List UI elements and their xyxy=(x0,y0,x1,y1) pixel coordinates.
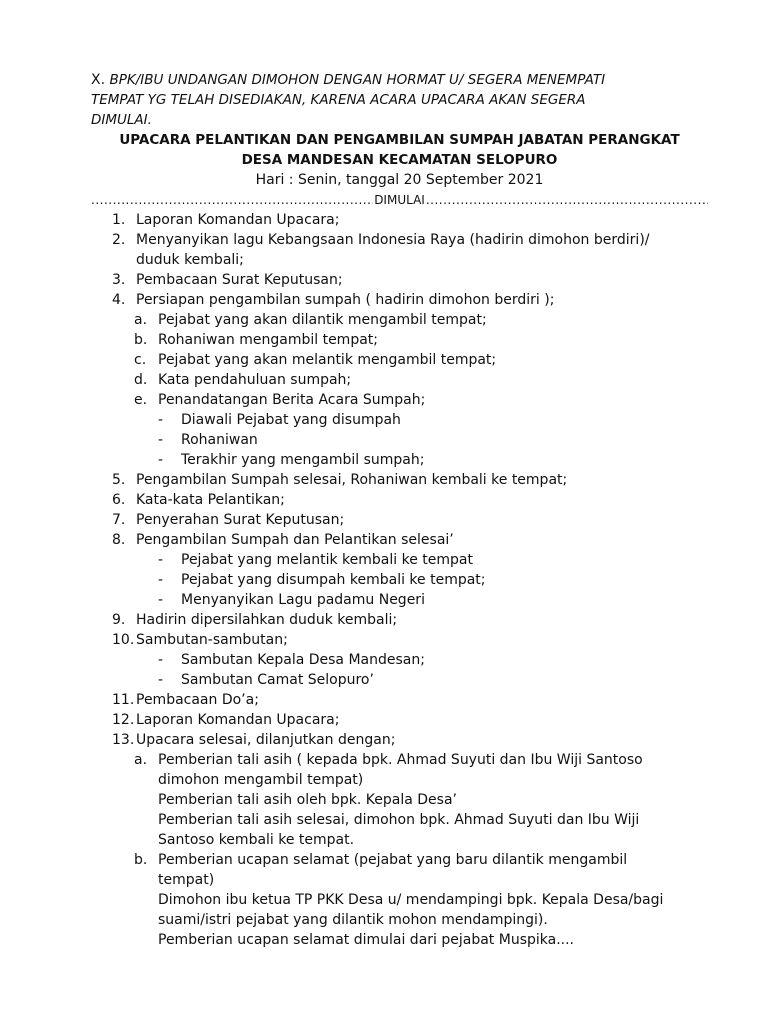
agenda-subitem-4c xyxy=(91,350,708,370)
bullet-dash: - xyxy=(158,432,164,448)
divider-label: DIMULAI xyxy=(374,193,425,207)
agenda-item-10 xyxy=(91,630,708,650)
item-text: Pembacaan Surat Keputusan; xyxy=(136,272,343,288)
subitem-13a-line-4: Pemberian tali asih selesai, dimohon bpk. Ahmad Suyuti dan Ibu Wiji xyxy=(158,812,640,828)
item-text: Hadirin dipersilahkan duduk kembali; xyxy=(136,612,398,628)
agenda-bullet-4e-3 xyxy=(91,450,708,470)
bullet-text: Sambutan Kepala Desa Mandesan; xyxy=(181,652,425,668)
item-number: 3. xyxy=(112,272,126,288)
item-number: 12. xyxy=(112,712,135,728)
subitem-text: Kata pendahuluan sumpah; xyxy=(158,372,352,388)
subitem-text: Rohaniwan mengambil tempat; xyxy=(158,332,378,348)
subitem-text: Pejabat yang akan dilantik mengambil tempat; xyxy=(158,312,487,328)
item-text: Pengambilan Sumpah selesai, Rohaniwan kembali ke tempat; xyxy=(136,472,568,488)
divider-dots-right xyxy=(426,190,708,210)
agenda-subitem-13b xyxy=(91,850,708,870)
agenda-subitem-4d xyxy=(91,370,708,390)
intro-line-3: DIMULAI. xyxy=(91,112,152,128)
bullet-text: Pejabat yang melantik kembali ke tempat xyxy=(181,552,473,568)
subitem-letter: e. xyxy=(134,392,148,408)
subitem-letter: d. xyxy=(134,372,148,388)
subitem-text: Pemberian ucapan selamat (pejabat yang baru dilantik mengambil xyxy=(158,852,628,868)
bullet-text: Menyanyikan Lagu padamu Negeri xyxy=(181,592,425,608)
bullet-dash: - xyxy=(158,652,164,668)
agenda-subitem-4b xyxy=(91,330,708,350)
agenda-subitem-4e xyxy=(91,390,708,410)
start-divider xyxy=(91,190,708,210)
agenda-item-2 xyxy=(91,230,708,250)
intro-line-1 xyxy=(91,70,708,90)
agenda-item-11 xyxy=(91,690,708,710)
bullet-dash: - xyxy=(158,452,164,468)
agenda-bullet-10-1 xyxy=(91,650,708,670)
agenda-item-6 xyxy=(91,490,708,510)
item-number: 13. xyxy=(112,732,135,748)
agenda-item-7 xyxy=(91,510,708,530)
item-text: Persiapan pengambilan sumpah ( hadirin dimohon berdiri ); xyxy=(136,292,555,308)
intro-text-1: BPK/IBU UNDANGAN DIMOHON DENGAN HORMAT U/ SEGERA MENEMPATI xyxy=(109,72,606,88)
bullet-text: Terakhir yang mengambil sumpah; xyxy=(181,452,425,468)
agenda-bullet-4e-2 xyxy=(91,430,708,450)
bullet-dash: - xyxy=(158,672,164,688)
agenda-bullet-8-3 xyxy=(91,590,708,610)
agenda-item-1 xyxy=(91,210,708,230)
item-number: 10. xyxy=(112,632,135,648)
item-text: Penyerahan Surat Keputusan; xyxy=(136,512,345,528)
title-line-1: UPACARA PELANTIKAN DAN PENGAMBILAN SUMPAH JABATAN PERANGKAT xyxy=(119,132,680,148)
item-text: Menyanyikan lagu Kebangsaan Indonesia Raya (hadirin dimohon berdiri)/ xyxy=(136,232,650,248)
subitem-text: Penandatangan Berita Acara Sumpah; xyxy=(158,392,426,408)
agenda-item-13 xyxy=(91,730,708,750)
agenda-bullet-10-2 xyxy=(91,670,708,690)
bullet-text: Pejabat yang disumpah kembali ke tempat; xyxy=(181,572,486,588)
agenda-item-9 xyxy=(91,610,708,630)
bullet-text: Sambutan Camat Selopuro’ xyxy=(181,672,374,688)
subitem-13b-line-5: Pemberian ucapan selamat dimulai dari pejabat Muspika.... xyxy=(158,932,575,948)
subitem-13a-line-5: Santoso kembali ke tempat. xyxy=(158,832,355,848)
item-number: 6. xyxy=(112,492,126,508)
intro-line-2: TEMPAT YG TELAH DISEDIAKAN, KARENA ACARA UPACARA AKAN SEGERA xyxy=(91,92,586,108)
item-text: Pengambilan Sumpah dan Pelantikan selesai’ xyxy=(136,532,454,548)
subitem-text: Pemberian tali asih ( kepada bpk. Ahmad Suyuti dan Ibu Wiji Santoso xyxy=(158,752,643,768)
divider-dots-left xyxy=(91,190,373,210)
agenda-item-8 xyxy=(91,530,708,550)
agenda-item-4 xyxy=(91,290,708,310)
subitem-letter: b. xyxy=(134,852,148,868)
item-text: Laporan Komandan Upacara; xyxy=(136,712,340,728)
item-number: 1. xyxy=(112,212,126,228)
subitem-text: Pejabat yang akan melantik mengambil tempat; xyxy=(158,352,497,368)
agenda-bullet-8-2 xyxy=(91,570,708,590)
item-number: 9. xyxy=(112,612,126,628)
item-number: 7. xyxy=(112,512,126,528)
bullet-text: Rohaniwan xyxy=(181,432,258,448)
item-number: 2. xyxy=(112,232,126,248)
item-text: Pembacaan Do’a; xyxy=(136,692,259,708)
bullet-text: Diawali Pejabat yang disumpah xyxy=(181,412,401,428)
item-text: Upacara selesai, dilanjutkan dengan; xyxy=(136,732,396,748)
bullet-dash: - xyxy=(158,552,164,568)
subitem-letter: a. xyxy=(134,312,148,328)
agenda-subitem-4a xyxy=(91,310,708,330)
bullet-dash: - xyxy=(158,572,164,588)
item-number: 11. xyxy=(112,692,135,708)
subitem-letter: a. xyxy=(134,752,148,768)
item-number: 4. xyxy=(112,292,126,308)
item-text: Laporan Komandan Upacara; xyxy=(136,212,340,228)
event-date: Hari : Senin, tanggal 20 September 2021 xyxy=(255,172,544,188)
agenda-item-2-continuation: duduk kembali; xyxy=(136,252,244,268)
agenda-item-5 xyxy=(91,470,708,490)
item-text: Kata-kata Pelantikan; xyxy=(136,492,285,508)
subitem-letter: b. xyxy=(134,332,148,348)
agenda-item-12 xyxy=(91,710,708,730)
title-line-2: DESA MANDESAN KECAMATAN SELOPURO xyxy=(241,152,558,168)
agenda-item-3 xyxy=(91,270,708,290)
subitem-13a-line-3: Pemberian tali asih oleh bpk. Kepala Desa’ xyxy=(158,792,457,808)
subitem-13b-line-3: Dimohon ibu ketua TP PKK Desa u/ mendampingi bpk. Kepala Desa/bagi xyxy=(158,892,664,908)
bullet-dash: - xyxy=(158,412,164,428)
agenda-bullet-8-1 xyxy=(91,550,708,570)
agenda-bullet-4e-1 xyxy=(91,410,708,430)
subitem-13b-line-4: suami/istri pejabat yang dilantik mohon mendampingi). xyxy=(158,912,548,928)
item-number: 5. xyxy=(112,472,126,488)
subitem-letter: c. xyxy=(134,352,147,368)
item-number: 8. xyxy=(112,532,126,548)
subitem-13a-line-2: dimohon mengambil tempat) xyxy=(158,772,364,788)
agenda-subitem-13a xyxy=(91,750,708,770)
item-text: Sambutan-sambutan; xyxy=(136,632,288,648)
intro-prefix: X. xyxy=(91,72,106,88)
bullet-dash: - xyxy=(158,592,164,608)
subitem-13b-line-2: tempat) xyxy=(158,872,215,888)
